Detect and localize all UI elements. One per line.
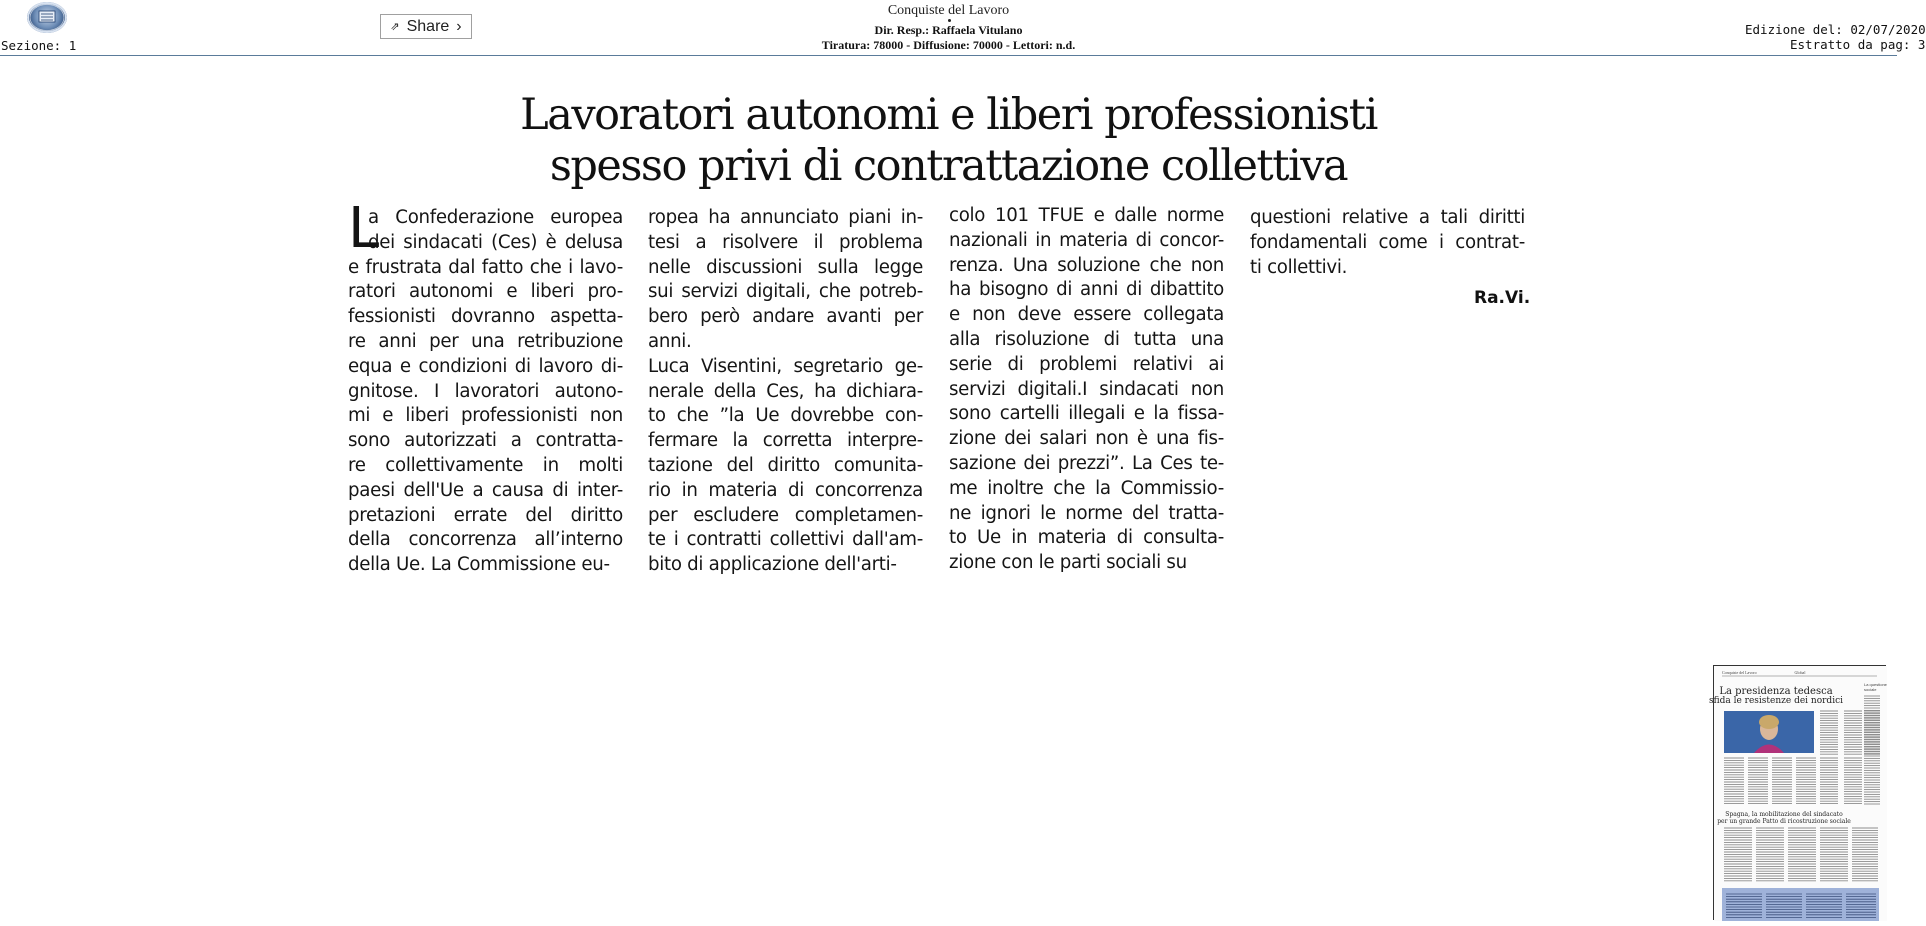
article-line: ratori autonomi e liberi pro- [348,281,623,303]
article-line: re anni per una retribuzione [348,330,623,352]
article-line: sazione dei prezzi”. La Ces te- [949,452,1224,474]
article-column-4 [1250,206,1525,280]
article-line: renza. Una soluzione che non [949,254,1224,276]
article-line: tesi a risolvere il problema [648,231,923,253]
article-line: nerale della Ces, ha dichiara- [648,380,923,402]
article-line: equa e condizioni di lavoro di- [348,355,623,377]
article-line: rio in materia di concorrenza [648,479,923,501]
article-line: pretazioni errate del diritto [348,504,623,526]
article-line: zione con le parti sociali su [949,552,1187,574]
article-line: per escludere completamen- [648,504,923,526]
article-line: ti collettivi. [1250,256,1348,278]
article-line: sono autorizzati a contratta- [348,430,623,452]
article-line: ne ignori le norme del tratta- [949,502,1224,524]
article-line: mi e liberi professionisti non [348,405,623,427]
article-line: re collettivamente in molti [348,454,623,476]
article-line: e non deve essere collegata [949,304,1224,326]
article-line: servizi digitali.I sindacati non [949,378,1224,400]
article-line: fessionisti dovranno aspetta- [348,306,623,328]
article-line: zione dei salari non è una fis- [949,428,1224,450]
thumb-headline-3: Spagna, la mobilitazione del sindacato [1725,811,1843,818]
publication-title: Conquiste del Lavoro [887,3,1010,18]
article-line: sui servizi digitali, che potreb- [648,281,923,303]
article-line: ropea ha annunciato piani in- [648,207,923,228]
section-label: Sezione: 1 [1,38,77,53]
article-line: me inoltre che la Commissio- [949,477,1224,499]
article-line: gnitose. I lavoratori autono- [348,380,623,402]
article-line: e frustrata dal fatto che i lavo- [348,256,623,278]
article-line: to che ”la Ue dovrebbe con- [648,405,923,427]
author-signature: Ra.Vi. [1474,288,1531,308]
extract-page: Estratto da pag: 3 [1790,37,1926,52]
article-line: ha bisogno di anni di dibattito [949,279,1224,301]
page-thumbnail[interactable] [1709,665,1887,920]
article-line: a Confederazione europea [368,207,623,228]
page-header [0,0,1926,56]
article-line: anni. [648,330,692,352]
article-line: bero però andare avanti per [648,306,923,328]
article-line: colo 101 TFUE e dalle norme [949,205,1224,226]
article-line: paesi dell'Ue a causa di inter- [348,479,623,501]
article-column-2 [648,206,923,578]
article-line: fermare la corretta interpre- [648,430,923,452]
article-line: dei sindacati (Ces) è delusa [368,231,623,253]
article-line: sono cartelli illegali e la fissa- [949,403,1224,425]
svg-text:Global: Global [1794,670,1806,675]
director-line: Dir. Resp.: Raffaela Vitulano [874,23,1023,37]
article-headline-line-1: Lavoratori autonomi e liberi professionisti [520,90,1377,140]
thumb-headline-2: sfida le resistenze dei nordici [1709,696,1843,706]
circulation-line: Tiratura: 78000 - Diffusione: 70000 - Lettori: n.d. [821,38,1076,52]
article-line: to Ue in materia di consulta- [949,527,1224,549]
drop-cap: L [348,196,380,261]
article-line: serie di problemi relativi ai [949,353,1224,375]
article-column-3 [949,204,1224,576]
svg-text:sociale: sociale [1864,687,1877,692]
article-line: alla risoluzione di tutta una [949,328,1224,350]
article-line: Luca Visentini, segretario ge- [648,355,923,377]
article-line: te i contratti collettivi dall'am- [648,529,923,551]
article-line: questioni relative a tali diritti [1250,207,1525,228]
edition-date: Edizione del: 02/07/2020 [1745,22,1926,37]
share-label: Share [406,17,450,35]
page-thumbnail-graphic [1709,666,1887,921]
thumb-headline-4: per un grande Patto di ricostruzione sociale [1717,818,1851,825]
article-line: bito di applicazione dell'arti- [648,554,897,576]
article-line: nelle discussioni sulla legge [648,256,923,278]
svg-text:Conquiste del Lavoro: Conquiste del Lavoro [1722,670,1757,675]
article-line: tazione del diritto comunita- [648,454,923,476]
article-line: della concorrenza all’interno [348,529,623,551]
article-headline-line-2: spesso privi di contrattazione collettiva [549,141,1348,191]
article-line: della Ue. La Commissione eu- [348,554,610,576]
svg-text:La questione: La questione [1864,682,1887,687]
article-line: nazionali in materia di concor- [949,229,1224,251]
thumb-headline-1: La presidenza tedesca [1719,686,1833,697]
chevron-right-icon: › [456,17,462,35]
share-icon: ⇗ [390,21,400,33]
article-line: fondamentali come i contrat- [1250,231,1525,253]
article-column-1 [348,196,623,578]
